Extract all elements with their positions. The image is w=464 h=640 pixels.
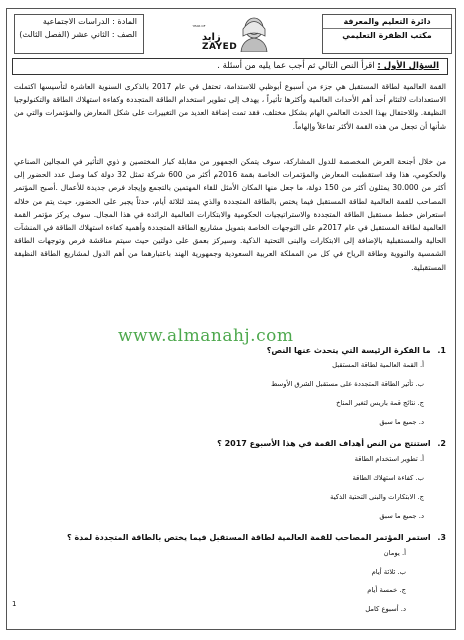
passage-paragraph-1: القمة العالمية لطاقة المستقبل هي جزء من أسبوع أبوظبي للاستدامة، تحتفل في عام 2017 بالذكرى السنوية العاشرة لتأسيسها اكتملت الاستعدادات لالتئام أحد أهم الأحداث العالمية وأكثرها تأثيراً ، يهدف إلى تطوير استخدام الطاقة المتجددة وكفاءة استهلاك الطاقة والتكنولوجيا النظيفة. وللاحتفال بهذا الحدث العالمي الهام بشكل مختلف، فقد تمت إضافة العديد من التغييرات على شكل المعارض والمؤتمرات والتي من شأنها أن تجعل من هذه القمة الأكثر تفاعلاً وإلهاماً.: [14, 82, 446, 131]
option-c[interactable]: ج. خمسة أيام: [367, 586, 406, 594]
subject-label: المادة : الدراسات الاجتماعية: [42, 17, 137, 26]
office-name: مكتب الظفرة التعليمي: [323, 28, 451, 42]
option-c[interactable]: ج. نتائج قمة باريس لتغير المناخ: [336, 399, 424, 407]
question-3-options: [365, 544, 406, 618]
watermark: www.almanahj.com: [118, 326, 294, 346]
year-of-zayed-logo: [188, 14, 272, 54]
option-a[interactable]: أ. يومان: [383, 549, 406, 557]
subject-box: [14, 14, 144, 54]
question-text: ما الفكرة الرئيسة التي يتحدث عنها النص؟: [266, 346, 431, 355]
question-2-options: [330, 450, 424, 526]
organization-box: [322, 14, 452, 54]
logo-arabic-text: زايد: [202, 32, 221, 43]
question-title: [12, 58, 448, 75]
logo-year-small: YEAR OF: [192, 24, 206, 28]
option-a[interactable]: أ. تطوير استخدام الطاقة: [354, 455, 424, 463]
question-number: 2.: [437, 439, 446, 448]
option-b[interactable]: ب. ثلاثة أيام: [371, 567, 406, 576]
question-number: 1.: [437, 346, 446, 355]
option-d[interactable]: د. جميع ما سبق: [379, 418, 424, 426]
passage-paragraph-2: من خلال أجنحة العرض المخصصة للدول المشاركة، سوف يتمكن الجمهور من مقابلة كبار المختصين و ذوي التأثير في المجالين الصناعي والحكومي، هذا وقد استقطبت المعارض والمؤتمرات الخاصة بقمة 2016م أكثر من 600 شركة تمثل 32 دولة كما وصل عدد الحضور إلى أكثر من 30.000 يمثلون أكثر من 150 دولة، ما جعل منها المكان الأمثل للقاء المهتمين بالتجمع وإيجاد فرص جديدة للأعمال .أصبح المؤتمر المصاحب للقمة العالمية لطاقة المستقبل فيما يختص بالطاقة المتجددة والذي يمتد لثلاثة أيام، حدثاً يجبر على الحضور، حيث يتم من خلاله استعراض خطط مستقبل الطاقة المتجددة والاستراتيجيات الحكومية والابتكارات العالمية الرائدة في هذا المجال. سوف يركز مؤتمر القمة العالمية لطاقة المستقبل في عام 2017م على التوجهات الخاصة بتمويل مشاريع الطاقة المتجددة وأهمية كفاءة استهلاك الطاقة في المنشآت الحالية والمستقبلية بالإضافة إلى الابتكارات والبنى التحتية الذكية. وسيركز بعمق على دولتين حيث سيتم مناقشة فرص وتوجهات الطاقة الشمسية والنووية وطاقة الرياح في كل من المملكة العربية السعودية وجمهورية الهند باعتبارهما من أهم الدول لمشاريع الطاقة النظيفة المستقبلية.: [14, 157, 446, 272]
portrait-icon: [238, 16, 270, 52]
organization-name: دائرة التعليم والمعرفة: [343, 17, 431, 26]
logo-year-text: ZAYED: [202, 42, 238, 52]
option-d[interactable]: د. جميع ما سبق: [379, 512, 424, 520]
option-c[interactable]: ج. الابتكارات والبنى التحتية الذكية: [330, 493, 424, 501]
page-number: 1: [12, 600, 17, 608]
grade-label: الصف : الثاني عشر (الفصل الثالث): [19, 30, 137, 39]
option-b[interactable]: ب. كفاءة استهلاك الطاقة: [352, 474, 424, 482]
question-3: [14, 532, 446, 544]
question-text: استنتج من النص أهداف القمة في هذا الأسبوع 2017 ؟: [217, 439, 431, 448]
question-1-options: [271, 356, 424, 432]
question-text: استمر المؤتمر المصاحب للقمة العالمية لطاقة المستقبل فيما يختص بالطاقة المتجددة لمدة ؟: [67, 533, 431, 542]
option-d[interactable]: د. أسبوع كامل: [365, 604, 406, 613]
question-label: السؤال الأول :: [377, 61, 439, 71]
option-a[interactable]: أ. القمة العالمية لطاقة المستقبل: [332, 361, 424, 369]
question-number: 3.: [437, 533, 446, 542]
question-2: [14, 438, 446, 450]
question-instruction: اقرأ النص التالي ثم أجب عما يليه من أسئلة .: [217, 61, 375, 71]
option-b[interactable]: ب. تأثير الطاقة المتجددة على مستقبل الشرق الأوسط: [271, 380, 424, 388]
